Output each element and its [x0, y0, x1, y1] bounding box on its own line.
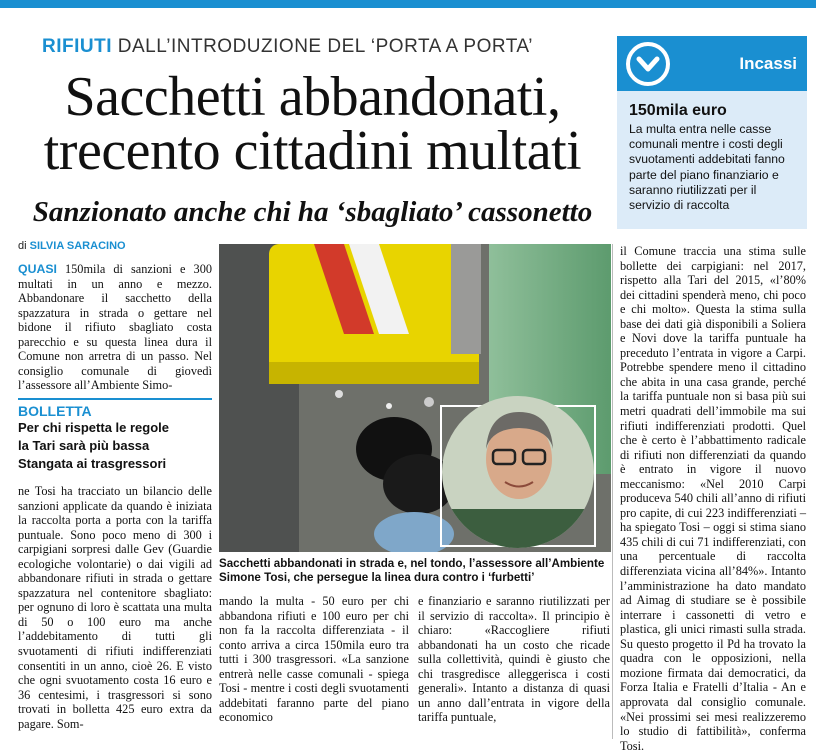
photo-caption: Sacchetti abbandonati in strada e, nel tondo, l’assessore all’Ambiente Simone Tosi, che persegue la linea dura contro i ‘furbetti’	[219, 557, 605, 584]
bolletta-line-1: Per chi rispetta le regole	[18, 420, 170, 435]
bolletta-line-3: Stangata ai trasgressori	[18, 456, 167, 471]
byline-prefix: di	[18, 240, 30, 252]
headline	[20, 66, 605, 182]
sidebar-incassi	[617, 36, 807, 229]
kicker-section: RIFIUTI	[42, 36, 112, 57]
litter-2	[386, 403, 392, 409]
bin-hinge	[451, 244, 481, 354]
headline-line-1: Sacchetti abbandonati,	[64, 66, 561, 128]
article-column-2: mando la multa - 50 euro per chi abbandona rifiuti e 100 euro per chi non fa la raccolta differenziata - il conto arriva a circa 150mila euro tra tutti i 300 trasgressori. «La sanzione entrerà nelle casse comunali - spiega Tosi - mentre i costi degli svuotamenti addebitati faranno parte del piano economico	[219, 594, 409, 725]
arrow-down-icon	[625, 41, 671, 87]
bolletta-callout	[18, 398, 212, 475]
photo-illustration	[219, 244, 611, 552]
article-column-4: il Comune traccia una stima sulle bollette dei carpigiani: nel 2017, rispetto alla Tari del 2015, «l’80% dei cittadini spenderà meno, chi poco e chi molto». Questa la stima sulla base dei dati già disponibili a Soliera e Novi dove la tariffa puntuale ha preceduto l’entrata in vigore a Carpi. Potrebbe spendere meno il cittadino che abita in una casa grande, perché la tariffa puntuale non si basa più sui metri quadrati dell’immobile ma sui rifiuti indifferenziati prodotti. Quel che è certo è l’abbattimento radicale di rifiuti non differenziati da quando è entrato in vigore il nuovo meccanismo: «Nel 2010 Carpi produceva 540 chili all’anno di rifiuti pro capite, di cui 223 indifferenziati – ha spiegato Tosi – oggi si stima siano 435 chili di cui 71 indifferenziati, con una percentuale di raccolta differenziata vicina all’84%». Intanto l’amministrazione ha dato mandato ad Aimag di studiare se è possibile interrare i cassonetti di vetro e plastica, gli unici rimasti sulla strada. Su questo progetto il Pd ha trovato la quadra con le opposizioni, nella mozione firmata dai democratici, da Forza Italia e Fratelli d’Italia - An e approvata dal consiglio comunale. «Nei prossimi sei mesi realizzeremo lo studio di fattibilità», conferma Tosi.	[620, 244, 806, 753]
headline-line-2: trecento cittadini multati	[43, 120, 582, 182]
litter-1	[335, 390, 343, 398]
litter-3	[424, 397, 434, 407]
article-column-1-bottom: ne Tosi ha tracciato un bilancio delle sanzioni applicate da quando è iniziata la raccolta porta a porta con la tariffa puntuale. Sono poco meno di 300 i carpigiani sorpresi dalle Gev (Guardie ecologiche volontarie) o dai vigili ad abbandonare rifiuti in strada o gettare spazzatura nel contenitore sbagliato: per ognuno di loro è scattata una multa di 50 o 100 euro ma anche l’addebitamento di tutti gli svuotamenti di rifiuti indifferenziati consentiti in un anno, cioè 26. E visto che ogni svuotamento costa 16 euro e 36 centesimi, i trasgressori si sono trovati in bolletta 425 euro extra da pagare. Som-	[18, 484, 212, 731]
byline	[18, 240, 126, 252]
top-accent-bar	[0, 0, 816, 8]
bolletta-tag: BOLLETTA	[18, 403, 92, 419]
sidebar-amount: 150mila euro	[629, 102, 727, 119]
sidebar-header	[617, 36, 807, 91]
article-column-3: e finanziario e saranno riutilizzati per il servizio di raccolta». Il principio è chiaro: «Raccogliere rifiuti abbandonati ha un costo che ricade sulla collettività, quindi è giusto che chi trasgredisce alleggerisca i costi generali». Intanto a distanza di quasi un anno dall’entrata in vigore della tariffa puntuale,	[418, 594, 610, 725]
kicker-text: DALL’INTRODUZIONE DEL ‘PORTA A PORTA’	[117, 36, 533, 57]
article-column-1-top	[18, 262, 212, 393]
kicker	[42, 36, 533, 58]
sidebar-title: Incassi	[739, 54, 797, 73]
subheadline: Sanzionato anche chi ha ‘sbagliato’ cassonetto	[32, 196, 593, 228]
byline-author: SILVIA SARACINO	[29, 240, 126, 252]
article-paragraph-1: 150mila di sanzioni e 300 multati in un anno e mezzo. Abbandonare il sacchetto della spazzatura in strada o gettare nel bidone il rifiuto sbagliato costa parecchio e su questa linea dura il Comune non arretra di un passo. Nel consiglio comunale di giovedì l’assessore all’Ambiente Simo-	[18, 262, 212, 393]
bolletta-line-2: la Tari sarà più bassa	[18, 438, 150, 453]
lead-word: QUASI	[18, 262, 57, 276]
sidebar-text: La multa entra nelle casse comunali mentre i costi degli svuotamenti addebitati fanno parte del piano finanziario e saranno riutilizzati per il servizio di raccolta	[629, 122, 785, 213]
article-photo	[219, 244, 611, 552]
yellow-bin-base	[269, 362, 479, 384]
column-divider	[612, 244, 613, 739]
